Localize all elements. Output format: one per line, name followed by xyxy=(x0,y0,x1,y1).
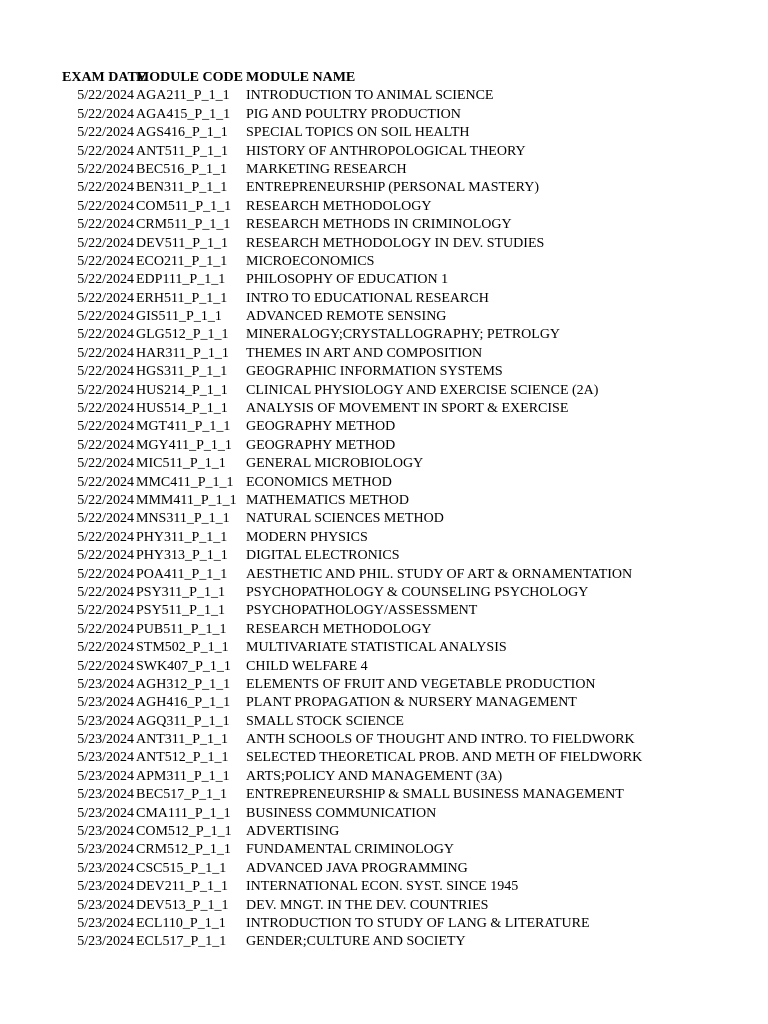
module-code-cell: CMA111_P_1_1 xyxy=(136,805,231,821)
module-name-cell: ANTH SCHOOLS OF THOUGHT AND INTRO. TO FIELDWORK xyxy=(246,732,635,748)
exam-date-cell: 5/22/2024 xyxy=(77,492,134,508)
module-name-cell: PIG AND POULTRY PRODUCTION xyxy=(246,106,461,122)
module-code-cell: HUS214_P_1_1 xyxy=(136,382,228,398)
module-name-cell: MICROECONOMICS xyxy=(246,253,375,269)
table-row xyxy=(0,676,768,694)
module-name-cell: ECONOMICS METHOD xyxy=(246,474,392,490)
exam-date-cell: 5/23/2024 xyxy=(77,805,134,821)
module-name-cell: RESEARCH METHODS IN CRIMINOLOGY xyxy=(246,217,512,233)
exam-date-cell: 5/23/2024 xyxy=(77,695,134,711)
module-code-cell: APM311_P_1_1 xyxy=(136,768,230,784)
header-module-code: MODULE CODE xyxy=(136,70,243,85)
exam-date-cell: 5/22/2024 xyxy=(77,327,134,343)
exam-date-cell: 5/22/2024 xyxy=(77,272,134,288)
exam-date-cell: 5/22/2024 xyxy=(77,621,134,637)
table-row xyxy=(0,639,768,657)
module-name-cell: PHILOSOPHY OF EDUCATION 1 xyxy=(246,272,449,288)
exam-date-cell: 5/23/2024 xyxy=(77,897,134,913)
module-code-cell: MIC511_P_1_1 xyxy=(136,456,226,472)
table-row xyxy=(0,216,768,234)
module-name-cell: BUSINESS COMMUNICATION xyxy=(246,805,437,821)
exam-date-cell: 5/22/2024 xyxy=(77,235,134,251)
table-row xyxy=(0,915,768,933)
exam-date-cell: 5/22/2024 xyxy=(77,511,134,527)
table-row xyxy=(0,179,768,197)
exam-timetable-sheet xyxy=(0,69,768,952)
module-name-cell: SPECIAL TOPICS ON SOIL HEALTH xyxy=(246,125,470,141)
module-code-cell: STM502_P_1_1 xyxy=(136,640,229,656)
exam-date-cell: 5/22/2024 xyxy=(77,584,134,600)
module-name-cell: SELECTED THEORETICAL PROB. AND METH OF FIELDWORK xyxy=(246,750,643,766)
module-name-cell: ELEMENTS OF FRUIT AND VEGETABLE PRODUCTION xyxy=(246,676,596,692)
exam-date-cell: 5/23/2024 xyxy=(77,915,134,931)
module-code-cell: COM511_P_1_1 xyxy=(136,198,232,214)
module-code-cell: AGS416_P_1_1 xyxy=(136,125,228,141)
table-row xyxy=(0,529,768,547)
table-row xyxy=(0,860,768,878)
exam-date-cell: 5/22/2024 xyxy=(77,640,134,656)
table-row xyxy=(0,786,768,804)
module-name-cell: INTRODUCTION TO STUDY OF LANG & LITERATURE xyxy=(246,915,590,931)
module-name-cell: RESEARCH METHODOLOGY xyxy=(246,198,432,214)
module-code-cell: ECL110_P_1_1 xyxy=(136,915,226,931)
module-code-cell: PSY311_P_1_1 xyxy=(136,584,225,600)
module-name-cell: ADVERTISING xyxy=(246,824,340,840)
table-row xyxy=(0,621,768,639)
table-row xyxy=(0,878,768,896)
exam-date-cell: 5/23/2024 xyxy=(77,934,134,950)
module-name-cell: ADVANCED JAVA PROGRAMMING xyxy=(246,860,468,876)
module-code-cell: HAR311_P_1_1 xyxy=(136,345,229,361)
module-name-cell: GENDER;CULTURE AND SOCIETY xyxy=(246,934,466,950)
table-row xyxy=(0,124,768,142)
module-name-cell: FUNDAMENTAL CRIMINOLOGY xyxy=(246,842,454,858)
exam-date-cell: 5/22/2024 xyxy=(77,198,134,214)
module-name-cell: MARKETING RESEARCH xyxy=(246,161,407,177)
module-code-cell: CRM511_P_1_1 xyxy=(136,217,231,233)
table-row xyxy=(0,345,768,363)
exam-date-cell: 5/22/2024 xyxy=(77,161,134,177)
header-exam-date: EXAM DATE xyxy=(62,70,147,85)
module-name-cell: MODERN PHYSICS xyxy=(246,529,368,545)
module-name-cell: CHILD WELFARE 4 xyxy=(246,658,368,674)
exam-date-cell: 5/23/2024 xyxy=(77,842,134,858)
table-row xyxy=(0,455,768,473)
exam-date-cell: 5/22/2024 xyxy=(77,529,134,545)
exam-date-cell: 5/22/2024 xyxy=(77,566,134,582)
exam-date-cell: 5/22/2024 xyxy=(77,437,134,453)
exam-date-cell: 5/22/2024 xyxy=(77,106,134,122)
table-row xyxy=(0,658,768,676)
exam-date-cell: 5/23/2024 xyxy=(77,768,134,784)
module-code-cell: AGA415_P_1_1 xyxy=(136,106,231,122)
module-code-cell: AGH416_P_1_1 xyxy=(136,695,231,711)
module-code-cell: GIS511_P_1_1 xyxy=(136,309,222,325)
module-name-cell: PSYCHOPATHOLOGY & COUNSELING PSYCHOLOGY xyxy=(246,584,589,600)
table-row xyxy=(0,198,768,216)
table-row xyxy=(0,290,768,308)
module-code-cell: PHY313_P_1_1 xyxy=(136,548,228,564)
module-name-cell: GENERAL MICROBIOLOGY xyxy=(246,456,424,472)
exam-date-cell: 5/23/2024 xyxy=(77,879,134,895)
module-name-cell: AESTHETIC AND PHIL. STUDY OF ART & ORNAMENTATION xyxy=(246,566,633,582)
module-code-cell: HGS311_P_1_1 xyxy=(136,364,228,380)
module-code-cell: ERH511_P_1_1 xyxy=(136,290,228,306)
exam-date-cell: 5/23/2024 xyxy=(77,732,134,748)
header-module-name: MODULE NAME xyxy=(246,70,356,85)
module-code-cell: DEV513_P_1_1 xyxy=(136,897,229,913)
exam-date-cell: 5/22/2024 xyxy=(77,401,134,417)
module-code-cell: BEC517_P_1_1 xyxy=(136,787,228,803)
module-code-cell: DEV511_P_1_1 xyxy=(136,235,229,251)
module-name-cell: GEOGRAPHY METHOD xyxy=(246,419,396,435)
module-code-cell: ECL517_P_1_1 xyxy=(136,934,227,950)
module-name-cell: MINERALOGY;CRYSTALLOGRAPHY; PETROLGY xyxy=(246,327,561,343)
exam-date-cell: 5/22/2024 xyxy=(77,658,134,674)
table-row xyxy=(0,363,768,381)
table-row xyxy=(0,602,768,620)
table-row xyxy=(0,87,768,105)
table-row xyxy=(0,143,768,161)
module-code-cell: CSC515_P_1_1 xyxy=(136,860,227,876)
module-name-cell: ANALYSIS OF MOVEMENT IN SPORT & EXERCISE xyxy=(246,401,569,417)
exam-date-cell: 5/22/2024 xyxy=(77,290,134,306)
module-name-cell: SMALL STOCK SCIENCE xyxy=(246,713,404,729)
module-name-cell: GEOGRAPHIC INFORMATION SYSTEMS xyxy=(246,364,503,380)
table-row xyxy=(0,584,768,602)
table-row xyxy=(0,400,768,418)
module-name-cell: MATHEMATICS METHOD xyxy=(246,492,409,508)
exam-date-cell: 5/22/2024 xyxy=(77,125,134,141)
table-row xyxy=(0,326,768,344)
header-row xyxy=(0,69,768,87)
exam-date-cell: 5/23/2024 xyxy=(77,860,134,876)
table-row xyxy=(0,308,768,326)
exam-date-cell: 5/22/2024 xyxy=(77,474,134,490)
table-row xyxy=(0,805,768,823)
table-row xyxy=(0,106,768,124)
exam-date-cell: 5/22/2024 xyxy=(77,345,134,361)
exam-date-cell: 5/22/2024 xyxy=(77,548,134,564)
table-row xyxy=(0,897,768,915)
exam-date-cell: 5/22/2024 xyxy=(77,143,134,159)
module-code-cell: MMC411_P_1_1 xyxy=(136,474,234,490)
exam-date-cell: 5/22/2024 xyxy=(77,382,134,398)
table-row xyxy=(0,566,768,584)
module-name-cell: RESEARCH METHODOLOGY IN DEV. STUDIES xyxy=(246,235,545,251)
module-name-cell: ENTREPRENEURSHIP (PERSONAL MASTERY) xyxy=(246,180,539,196)
module-name-cell: PSYCHOPATHOLOGY/ASSESSMENT xyxy=(246,603,478,619)
table-row xyxy=(0,510,768,528)
exam-date-cell: 5/22/2024 xyxy=(77,419,134,435)
table-row xyxy=(0,713,768,731)
module-code-cell: BEC516_P_1_1 xyxy=(136,161,228,177)
module-code-cell: AGA211_P_1_1 xyxy=(136,88,230,104)
module-name-cell: NATURAL SCIENCES METHOD xyxy=(246,511,444,527)
module-code-cell: MGT411_P_1_1 xyxy=(136,419,231,435)
module-code-cell: MMM411_P_1_1 xyxy=(136,492,237,508)
module-code-cell: HUS514_P_1_1 xyxy=(136,401,228,417)
module-code-cell: AGQ311_P_1_1 xyxy=(136,713,230,729)
exam-date-cell: 5/22/2024 xyxy=(77,364,134,380)
module-code-cell: ANT311_P_1_1 xyxy=(136,732,229,748)
table-row xyxy=(0,418,768,436)
module-code-cell: GLG512_P_1_1 xyxy=(136,327,229,343)
exam-date-cell: 5/22/2024 xyxy=(77,253,134,269)
module-name-cell: DIGITAL ELECTRONICS xyxy=(246,548,400,564)
table-row xyxy=(0,823,768,841)
exam-date-cell: 5/23/2024 xyxy=(77,787,134,803)
table-row xyxy=(0,271,768,289)
module-name-cell: INTRODUCTION TO ANIMAL SCIENCE xyxy=(246,88,494,104)
module-name-cell: INTERNATIONAL ECON. SYST. SINCE 1945 xyxy=(246,879,519,895)
exam-date-cell: 5/22/2024 xyxy=(77,603,134,619)
table-row xyxy=(0,749,768,767)
module-code-cell: ECO211_P_1_1 xyxy=(136,253,228,269)
module-code-cell: ANT511_P_1_1 xyxy=(136,143,229,159)
module-code-cell: PSY511_P_1_1 xyxy=(136,603,225,619)
exam-date-cell: 5/23/2024 xyxy=(77,750,134,766)
table-row xyxy=(0,841,768,859)
table-row xyxy=(0,768,768,786)
module-name-cell: ADVANCED REMOTE SENSING xyxy=(246,309,447,325)
exam-date-cell: 5/22/2024 xyxy=(77,217,134,233)
table-row xyxy=(0,492,768,510)
exam-date-cell: 5/22/2024 xyxy=(77,180,134,196)
module-code-cell: DEV211_P_1_1 xyxy=(136,879,229,895)
exam-date-cell: 5/23/2024 xyxy=(77,676,134,692)
table-row xyxy=(0,253,768,271)
module-name-cell: ARTS;POLICY AND MANAGEMENT (3A) xyxy=(246,768,503,784)
module-name-cell: HISTORY OF ANTHROPOLOGICAL THEORY xyxy=(246,143,526,159)
table-row xyxy=(0,235,768,253)
module-name-cell: RESEARCH METHODOLOGY xyxy=(246,621,432,637)
table-row xyxy=(0,474,768,492)
module-code-cell: SWK407_P_1_1 xyxy=(136,658,231,674)
module-code-cell: MGY411_P_1_1 xyxy=(136,437,232,453)
module-name-cell: THEMES IN ART AND COMPOSITION xyxy=(246,345,483,361)
module-code-cell: BEN311_P_1_1 xyxy=(136,180,228,196)
table-row xyxy=(0,731,768,749)
module-name-cell: MULTIVARIATE STATISTICAL ANALYSIS xyxy=(246,640,507,656)
exam-date-cell: 5/22/2024 xyxy=(77,309,134,325)
table-body xyxy=(0,87,768,951)
module-code-cell: PUB511_P_1_1 xyxy=(136,621,227,637)
module-code-cell: PHY311_P_1_1 xyxy=(136,529,228,545)
table-row xyxy=(0,437,768,455)
table-row xyxy=(0,382,768,400)
module-name-cell: GEOGRAPHY METHOD xyxy=(246,437,396,453)
module-code-cell: CRM512_P_1_1 xyxy=(136,842,231,858)
module-code-cell: MNS311_P_1_1 xyxy=(136,511,230,527)
module-code-cell: AGH312_P_1_1 xyxy=(136,676,231,692)
exam-date-cell: 5/23/2024 xyxy=(77,824,134,840)
module-name-cell: CLINICAL PHYSIOLOGY AND EXERCISE SCIENCE (2A) xyxy=(246,382,599,398)
module-code-cell: ANT512_P_1_1 xyxy=(136,750,229,766)
table-row xyxy=(0,547,768,565)
table-row xyxy=(0,694,768,712)
module-name-cell: DEV. MNGT. IN THE DEV. COUNTRIES xyxy=(246,897,489,913)
module-code-cell: COM512_P_1_1 xyxy=(136,824,232,840)
exam-date-cell: 5/22/2024 xyxy=(77,456,134,472)
table-row xyxy=(0,933,768,951)
table-row xyxy=(0,161,768,179)
module-name-cell: INTRO TO EDUCATIONAL RESEARCH xyxy=(246,290,489,306)
exam-date-cell: 5/23/2024 xyxy=(77,713,134,729)
exam-date-cell: 5/22/2024 xyxy=(77,88,134,104)
module-code-cell: POA411_P_1_1 xyxy=(136,566,228,582)
module-name-cell: PLANT PROPAGATION & NURSERY MANAGEMENT xyxy=(246,695,577,711)
module-name-cell: ENTREPRENEURSHIP & SMALL BUSINESS MANAGEMENT xyxy=(246,787,624,803)
module-code-cell: EDP111_P_1_1 xyxy=(136,272,226,288)
